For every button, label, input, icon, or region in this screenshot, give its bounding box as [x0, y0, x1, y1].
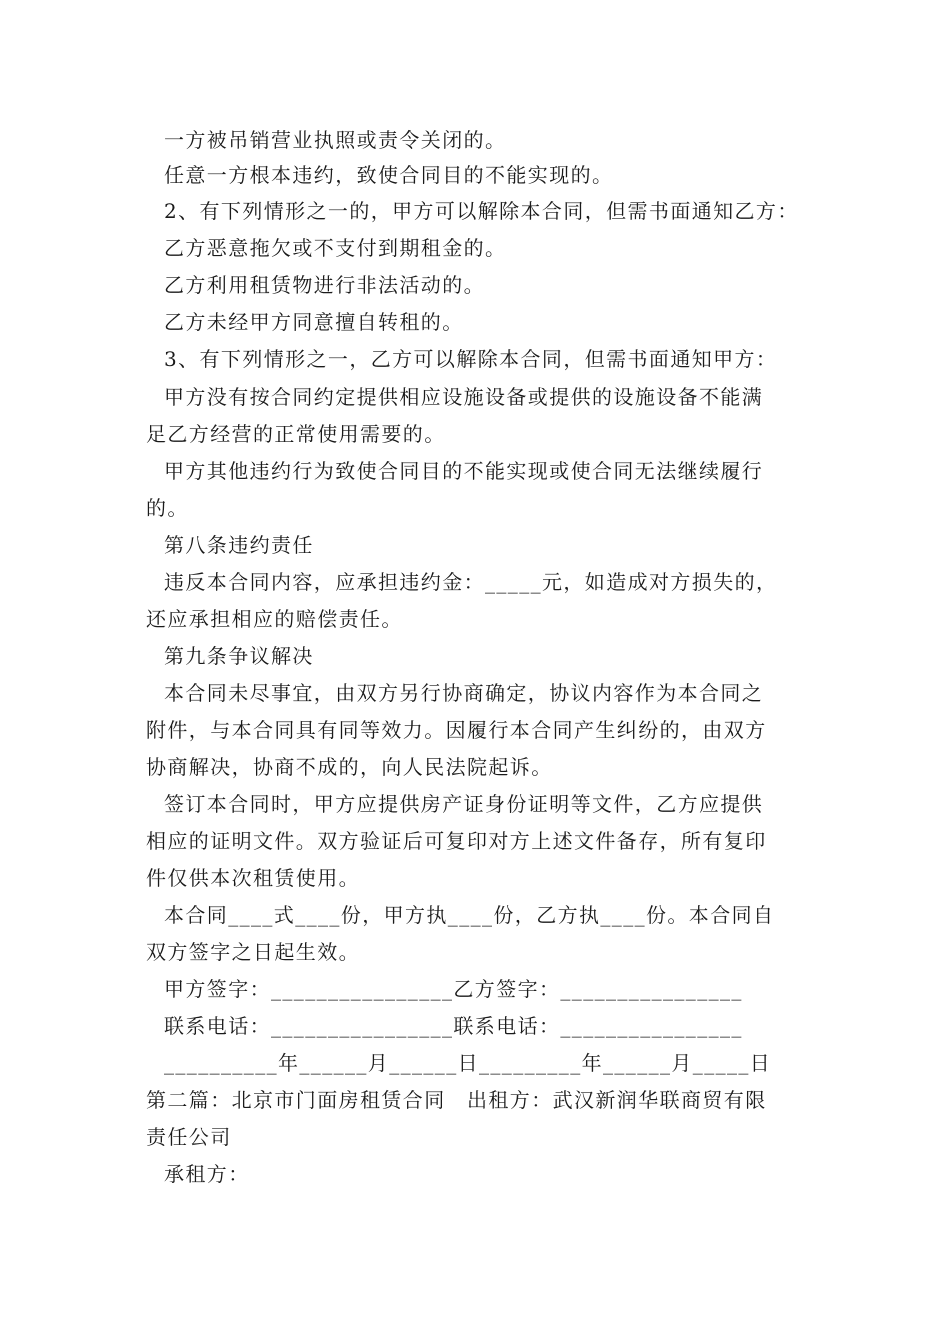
text-line: 乙方未经甲方同意擅自转租的。 [164, 310, 464, 334]
text-line: 甲方没有按合同约定提供相应设施设备或提供的设施设备不能满 [164, 385, 764, 409]
text-line: 本合同未尽事宜，由双方另行协商确定，协议内容作为本合同之 [164, 681, 764, 705]
text-line: 一方被吊销营业执照或责令关闭的。 [164, 128, 507, 152]
text-line: 附件，与本合同具有同等效力。因履行本合同产生纠纷的，由双方 [146, 718, 767, 742]
chapter-heading: 第二篇：北京市门面房租赁合同 出租方：武汉新润华联商贸有限 [146, 1088, 767, 1112]
text-line: 违反本合同内容，应承担违约金：_____元，如造成对方损失的， [164, 570, 778, 594]
signature-line: 甲方签字：________________乙方签字：________________ [164, 977, 743, 1001]
text-line: 的。 [146, 496, 189, 520]
text-line: 还应承担相应的赔偿责任。 [146, 607, 403, 631]
text-line: 签订本合同时，甲方应提供房产证身份证明等文件，乙方应提供 [164, 792, 764, 816]
text-line: 乙方利用租赁物进行非法活动的。 [164, 273, 485, 297]
text-line: 件仅供本次租赁使用。 [146, 866, 360, 890]
text-line: 相应的证明文件。双方验证后可复印对方上述文件备存，所有复印 [146, 829, 767, 853]
section-heading: 第九条争议解决 [164, 644, 314, 668]
text-line: 协商解决，协商不成的，向人民法院起诉。 [146, 755, 553, 779]
text-line: 任意一方根本违约，致使合同目的不能实现的。 [164, 163, 614, 187]
text-line: 本合同____式____份，甲方执____份，乙方执____份。本合同自 [164, 903, 775, 927]
section-heading: 第八条违约责任 [164, 533, 314, 557]
text-line: 足乙方经营的正常使用需要的。 [146, 422, 446, 446]
text-line: 责任公司 [146, 1125, 232, 1149]
text-line: 3、有下列情形之一，乙方可以解除本合同，但需书面通知甲方： [164, 347, 778, 371]
text-line: 双方签字之日起生效。 [146, 940, 360, 964]
text-line: 2、有下列情形之一的，甲方可以解除本合同，但需书面通知乙方： [164, 199, 799, 223]
phone-line: 联系电话：________________联系电话：________________ [164, 1014, 743, 1038]
date-line: __________年______月______日_________年______月_____日 [164, 1051, 772, 1075]
text-line: 甲方其他违约行为致使合同目的不能实现或使合同无法继续履行 [164, 459, 764, 483]
text-line: 乙方恶意拖欠或不支付到期租金的。 [164, 236, 507, 260]
text-line: 承租方： [164, 1162, 250, 1186]
